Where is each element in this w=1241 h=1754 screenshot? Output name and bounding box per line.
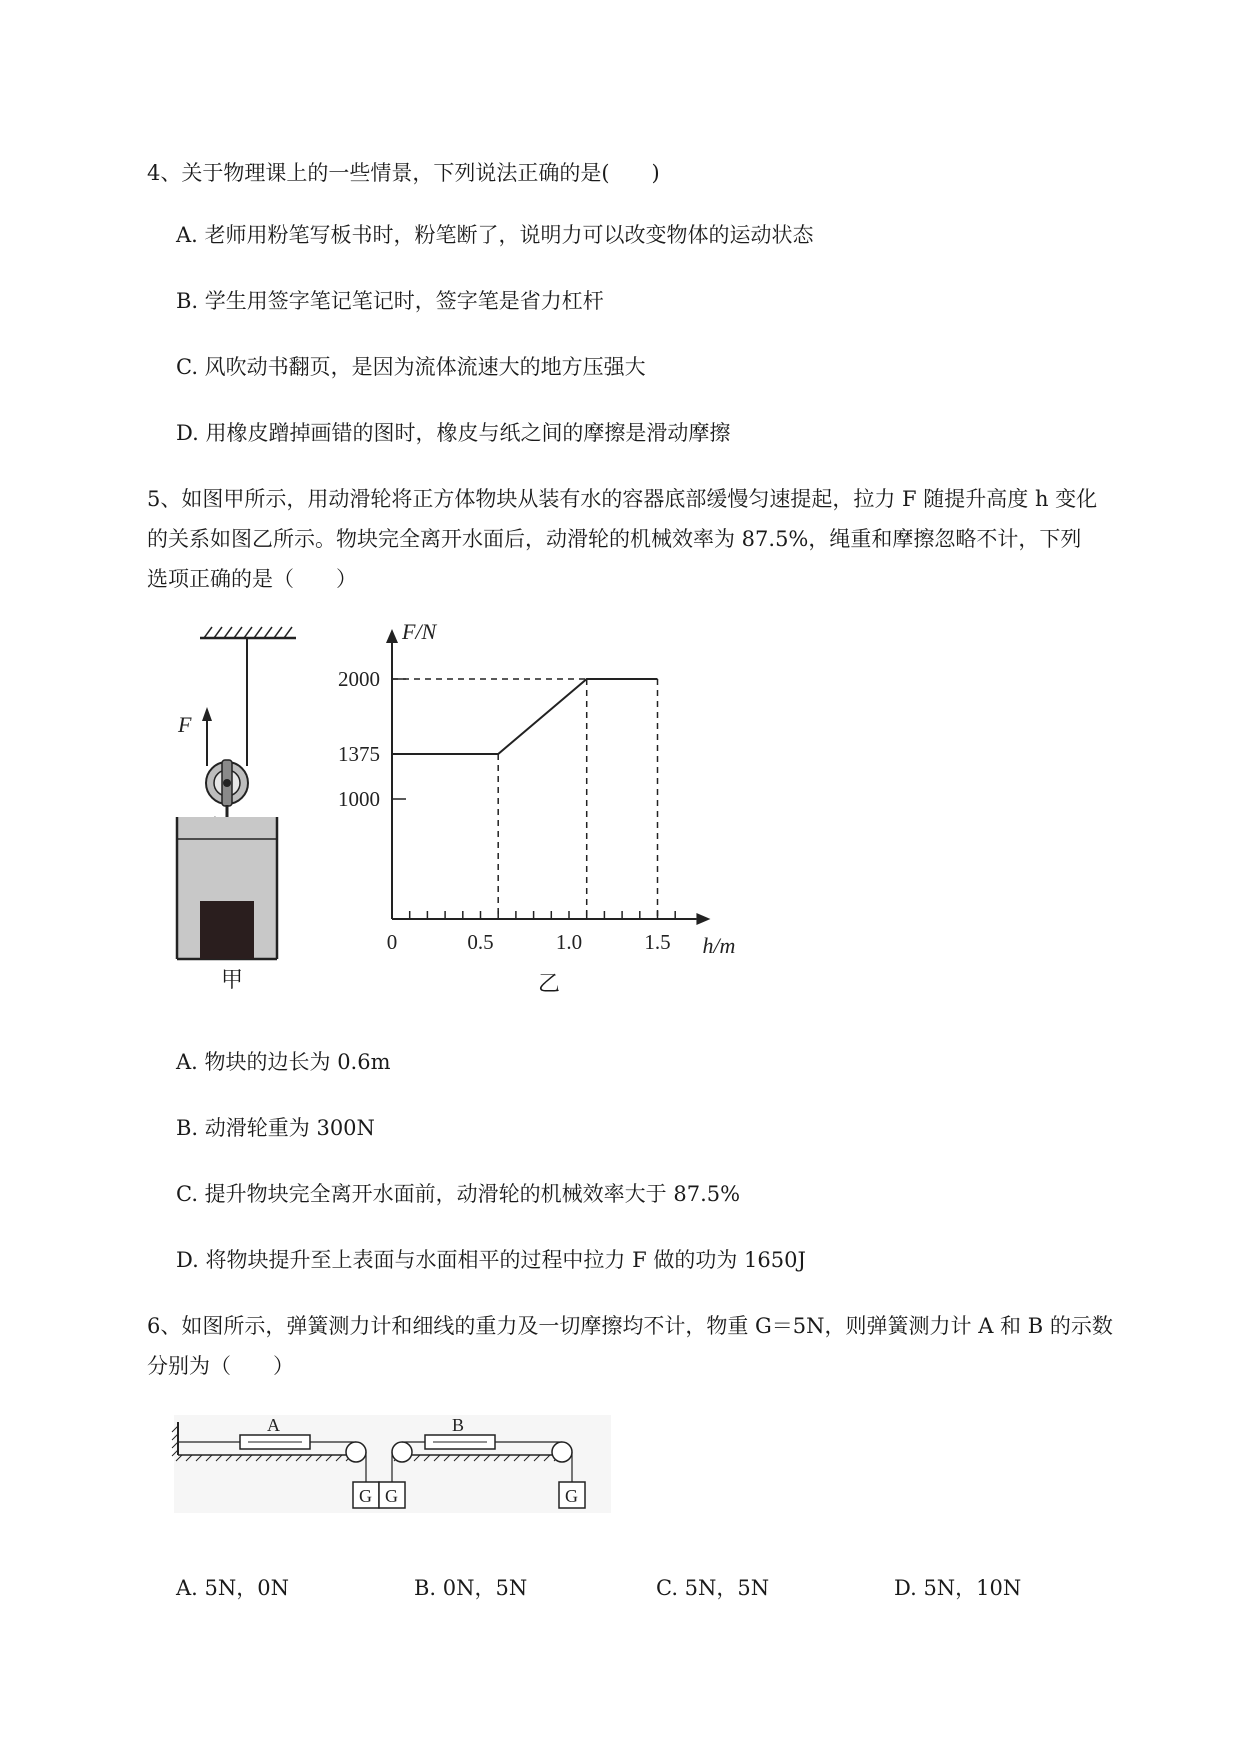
- question-6-option-c: C. 5N，5N: [656, 1576, 770, 1600]
- question-4-option-a: A. 老师用粉笔写板书时，粉笔断了，说明力可以改变物体的运动状态: [176, 223, 814, 247]
- figure-yi-caption: 乙: [538, 972, 561, 997]
- question-5-stem-line-2: 的关系如图乙所示。物块完全离开水面后，动滑轮的机械效率为 87.5%，绳重和摩擦忽略不计，下列: [147, 527, 1082, 551]
- force-label: F: [178, 712, 192, 737]
- y-tick-label: 1375: [338, 742, 380, 766]
- force-line: [392, 679, 658, 754]
- question-4-option-d: D. 用橡皮蹭掉画错的图时，橡皮与纸之间的摩擦是滑动摩擦: [176, 421, 731, 445]
- question-6-stem-line-1: 6、如图所示，弹簧测力计和细线的重力及一切摩擦均不计，物重 G＝5N，则弹簧测力计 A 和 B 的示数: [147, 1314, 1113, 1338]
- y-axis-label: F/N: [402, 619, 437, 644]
- question-6-stem-line-2: 分别为（ ）: [147, 1354, 294, 1378]
- x-tick-label: 0: [386, 930, 398, 954]
- question-5-option-c: C. 提升物块完全离开水面前，动滑轮的机械效率大于 87.5%: [176, 1182, 741, 1206]
- question-6-option-a: A. 5N，0N: [176, 1576, 289, 1600]
- question-4-stem: 4、关于物理课上的一些情景，下列说法正确的是( ): [147, 161, 660, 185]
- force-height-chart: [330, 619, 750, 1000]
- question-6-option-d: D. 5N，10N: [894, 1576, 1022, 1600]
- question-5-option-a: A. 物块的边长为 0.6m: [176, 1050, 391, 1074]
- x-tick-label: 1.5: [644, 930, 671, 954]
- pulley-container-figure: [160, 625, 320, 995]
- y-tick-label: 1000: [338, 787, 380, 811]
- question-5-option-b: B. 动滑轮重为 300N: [176, 1116, 375, 1140]
- question-5-stem-line-1: 5、如图甲所示，用动滑轮将正方体物块从装有水的容器底部缓慢匀速提起，拉力 F 随提升高度 h 变化: [147, 487, 1098, 511]
- spring-scale-figure: [170, 1410, 615, 1520]
- scale-a-label: A: [267, 1415, 280, 1435]
- x-tick-label: 1.0: [555, 930, 583, 954]
- question-5-option-d: D. 将物块提升至上表面与水面相平的过程中拉力 F 做的功为 1650J: [176, 1248, 806, 1272]
- x-axis-label: h/m: [702, 933, 736, 958]
- figure-jia-caption: 甲: [221, 968, 244, 993]
- scale-b-label: B: [452, 1415, 465, 1435]
- weight-label-3: G: [565, 1486, 578, 1506]
- question-6-option-b: B. 0N，5N: [414, 1576, 528, 1600]
- x-tick-label: 0.5: [467, 930, 494, 954]
- question-4-option-b: B. 学生用签字笔记笔记时，签字笔是省力杠杆: [176, 289, 604, 313]
- x-axis-arrow: [696, 913, 710, 925]
- question-5-stem-line-3: 选项正确的是（ ）: [147, 567, 357, 591]
- weight-label-2: G: [385, 1486, 398, 1506]
- question-4-option-c: C. 风吹动书翻页，是因为流体流速大的地方压强大: [176, 355, 646, 379]
- weight-label-1: G: [359, 1486, 372, 1506]
- y-tick-label: 2000: [338, 667, 380, 691]
- y-axis-arrow: [386, 629, 398, 643]
